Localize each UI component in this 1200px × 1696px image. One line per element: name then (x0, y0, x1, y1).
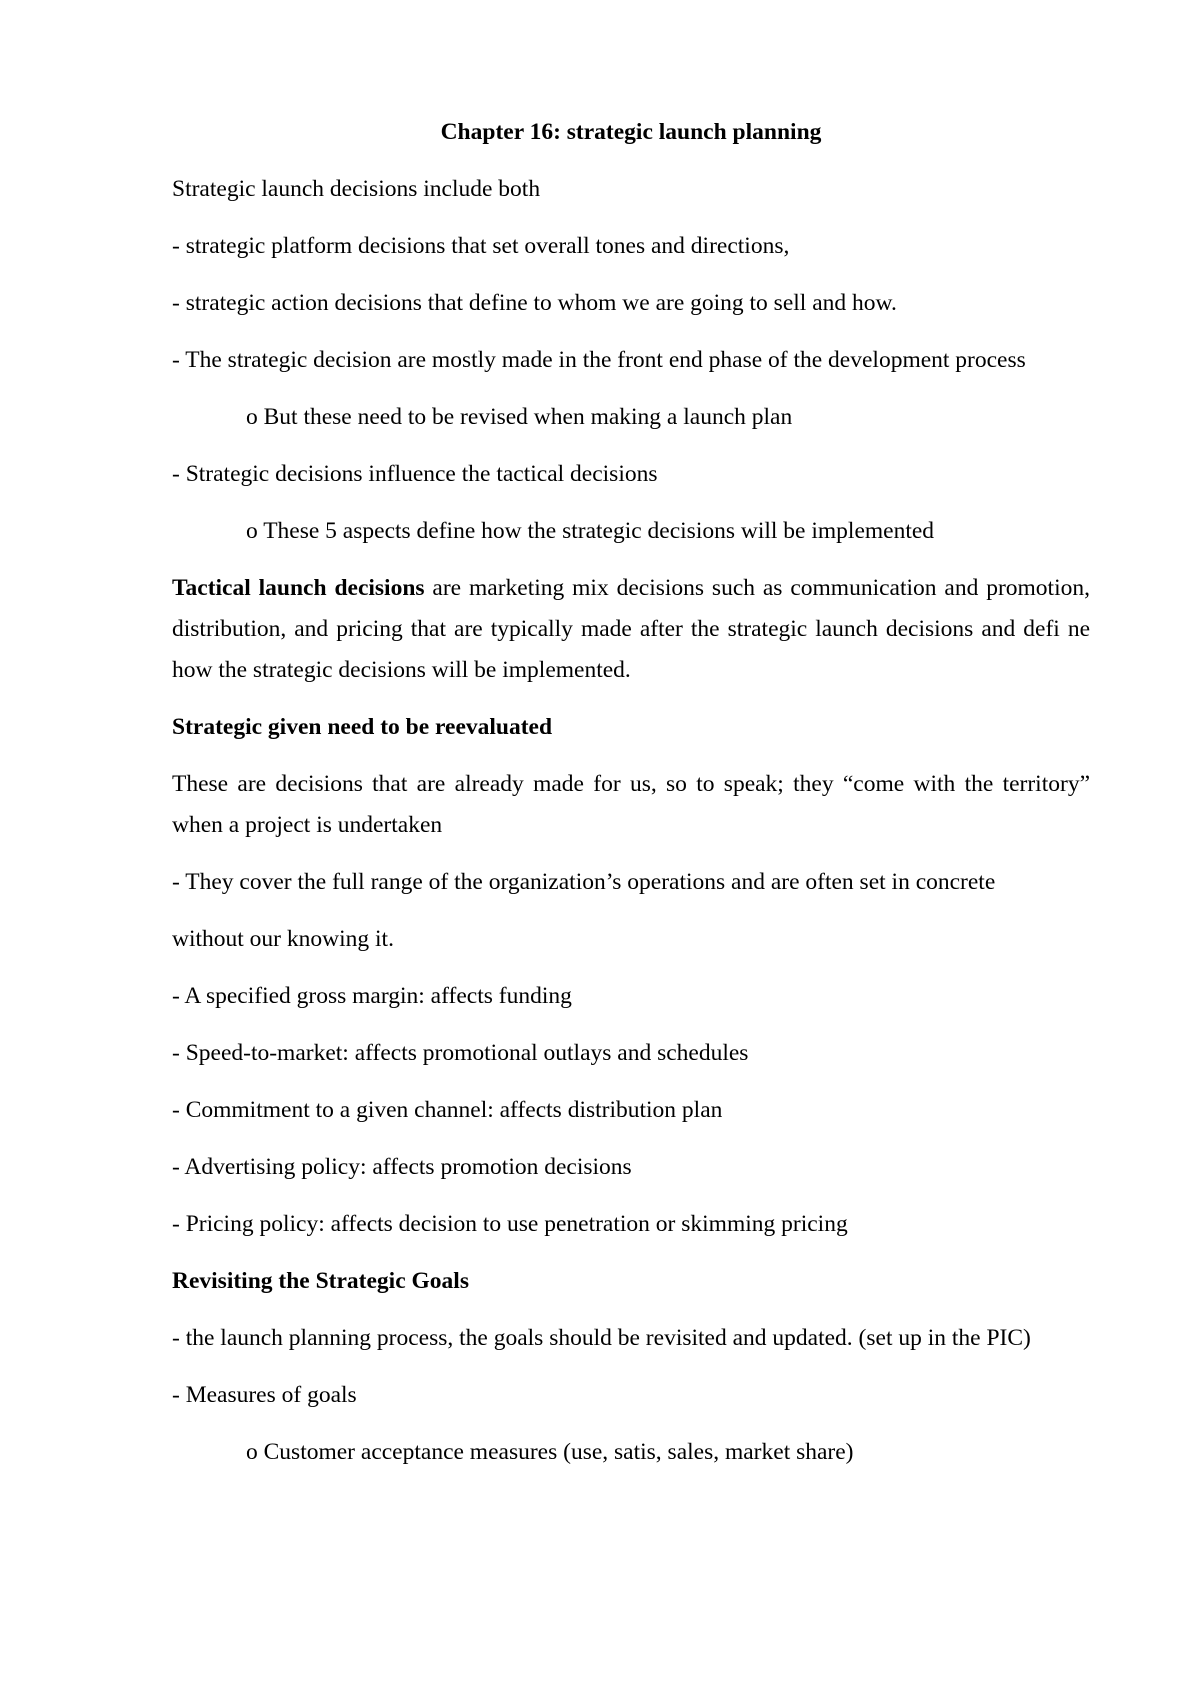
bullet-cover: - They cover the full range of the organization’s operations and are often set in concrete (172, 869, 996, 895)
bullet-platform: - strategic platform decisions that set overall tones and directions, (172, 233, 790, 259)
heading-strategic-givens: Strategic given need to be reevaluated (172, 714, 553, 740)
givens-intro-paragraph: These are decisions that are already made for us, so to speak; they “come with the territory” when a project is undertaken (172, 771, 1090, 838)
heading-strategic-goals: Revisiting the Strategic Goals (172, 1268, 469, 1294)
bullet-channel: - Commitment to a given channel: affects distribution plan (172, 1097, 723, 1123)
intro-paragraph: Strategic launch decisions include both (172, 176, 541, 202)
bullet-influence: - Strategic decisions influence the tactical decisions (172, 461, 658, 487)
sub-bullet-aspects: o These 5 aspects define how the strategic decisions will be implemented (246, 518, 935, 544)
without-knowing-line: without our knowing it. (172, 926, 394, 952)
document-body (172, 112, 1090, 1489)
bullet-front-end: - The strategic decision are mostly made in the front end phase of the development process (172, 347, 1026, 373)
sub-bullet-customer: o Customer acceptance measures (use, satis, sales, market share) (246, 1439, 854, 1465)
tactical-paragraph (172, 568, 1090, 691)
bullet-advertising: - Advertising policy: affects promotion decisions (172, 1154, 632, 1180)
bullet-goals-revisited: - the launch planning process, the goals should be revisited and updated. (set up in the PIC) (172, 1325, 1031, 1351)
page-title: Chapter 16: strategic launch planning (440, 119, 822, 145)
tactical-description: are marketing mix decisions such as communication and promotion, distribution, and pricing that are typically made after the strategic launch decisions and defi ne how the strategic decisions will be implemented. (172, 575, 1090, 683)
bullet-speed-to-market: - Speed-to-market: affects promotional outlays and schedules (172, 1040, 749, 1066)
bullet-action: - strategic action decisions that define to whom we are going to sell and how. (172, 290, 897, 316)
bullet-pricing: - Pricing policy: affects decision to use penetration or skimming pricing (172, 1211, 848, 1237)
tactical-term: Tactical launch decisions (172, 575, 425, 601)
sub-bullet-revised: o But these need to be revised when making a launch plan (246, 404, 793, 430)
bullet-gross-margin: - A specified gross margin: affects funding (172, 983, 572, 1009)
bullet-measures: - Measures of goals (172, 1382, 357, 1408)
